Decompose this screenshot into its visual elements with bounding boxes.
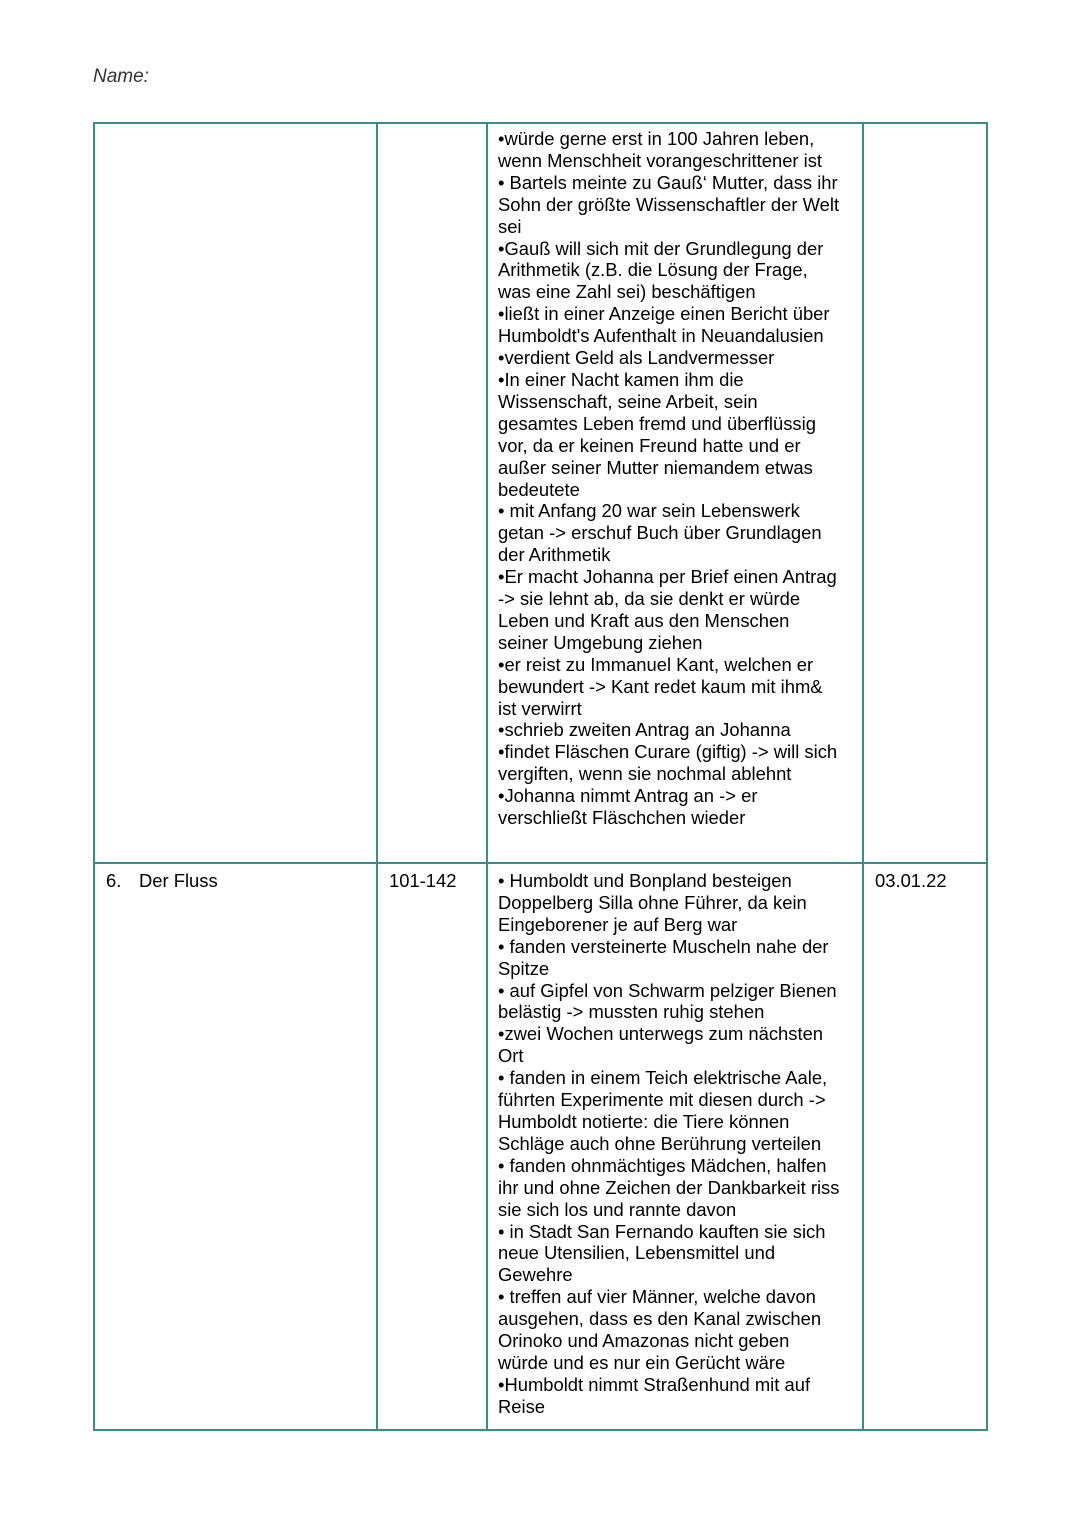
- note-line: wenn Menschheit vorangeschrittener ist: [498, 149, 823, 171]
- note-line: •Johanna nimmt Antrag an -> er: [498, 785, 758, 807]
- note-line: Humboldt's Aufenthalt in Neuandalusien: [498, 325, 824, 347]
- note-line: bewundert -> Kant redet kaum mit ihm&: [498, 675, 823, 697]
- note-line: führten Experimente mit diesen durch ->: [498, 1089, 826, 1111]
- note-line: Reise: [498, 1395, 546, 1417]
- note-line: • Bartels meinte zu Gauß‘ Mutter, dass ihr: [498, 171, 838, 193]
- note-line: der Arithmetik: [498, 544, 611, 566]
- page-range: 101-142: [389, 870, 457, 891]
- note-line: • Humboldt und Bonpland besteigen: [498, 870, 792, 891]
- note-line: •Humboldt nimmt Straßenhund mit auf: [498, 1373, 811, 1395]
- note-line: • treffen auf vier Männer, welche davon: [498, 1286, 816, 1308]
- note-line: •findet Fläschen Curare (giftig) -> will sich: [498, 741, 838, 763]
- pages-cell: [377, 863, 487, 1430]
- note-line: Eingeborener je auf Berg war: [498, 913, 738, 935]
- note-line: •verdient Geld als Landvermesser: [498, 347, 775, 369]
- note-line: Arithmetik (z.B. die Lösung der Frage,: [498, 259, 808, 281]
- notes-cell: [487, 863, 863, 1430]
- note-line: • fanden in einem Teich elektrische Aale,: [498, 1067, 828, 1089]
- note-line: • auf Gipfel von Schwarm pelziger Bienen: [498, 979, 837, 1001]
- note-line: Gewehre: [498, 1264, 573, 1286]
- note-line: •zwei Wochen unterwegs zum nächsten: [498, 1023, 824, 1045]
- name-label: Name:: [93, 66, 149, 87]
- note-line: vergiften, wenn sie nochmal ablehnt: [498, 763, 792, 785]
- note-line: Wissenschaft, seine Arbeit, sein: [498, 390, 758, 412]
- pages-cell: [377, 123, 487, 863]
- chapter-title: Der Fluss: [139, 870, 218, 891]
- note-line: Doppelberg Silla ohne Führer, da kein: [498, 891, 807, 913]
- note-line: •er reist zu Immanuel Kant, welchen er: [498, 653, 814, 675]
- note-line: Spitze: [498, 957, 550, 979]
- chapter-summary-table: [93, 122, 988, 1431]
- date-value: 03.01.22: [875, 870, 947, 891]
- note-line: Humboldt notierte: die Tiere können: [498, 1110, 790, 1132]
- note-line: bedeutete: [498, 478, 580, 500]
- note-line: sei: [498, 215, 522, 237]
- date-cell: [863, 863, 987, 1430]
- note-line: ausgehen, dass es den Kanal zwischen: [498, 1308, 822, 1330]
- note-line: • in Stadt San Fernando kauften sie sich: [498, 1220, 826, 1242]
- note-line: •Er macht Johanna per Brief einen Antrag: [498, 566, 837, 588]
- note-line: belästig -> mussten ruhig stehen: [498, 1001, 765, 1023]
- chapter-cell: [94, 863, 377, 1430]
- note-line: • fanden versteinerte Muscheln nahe der: [498, 935, 829, 957]
- note-line: gesamtes Leben fremd und überflüssig: [498, 412, 816, 434]
- table-row: [94, 123, 987, 863]
- note-line: neue Utensilien, Lebensmittel und: [498, 1242, 776, 1264]
- note-line: •schrieb zweiten Antrag an Johanna: [498, 719, 791, 741]
- table-row: [94, 863, 987, 1430]
- note-line: vor, da er keinen Freund hatte und er: [498, 434, 801, 456]
- note-line: seiner Umgebung ziehen: [498, 631, 703, 653]
- note-line: Schläge auch ohne Berührung verteilen: [498, 1132, 822, 1154]
- note-line: Orinoko und Amazonas nicht geben: [498, 1330, 790, 1352]
- note-line: ihr und ohne Zeichen der Dankbarkeit riss: [498, 1176, 840, 1198]
- notes-cell: [487, 123, 863, 863]
- note-line: Leben und Kraft aus den Menschen: [498, 609, 790, 631]
- note-line: • mit Anfang 20 war sein Lebenswerk: [498, 500, 800, 522]
- note-line: •Gauß will sich mit der Grundlegung der: [498, 237, 824, 259]
- note-line: was eine Zahl sei) beschäftigen: [498, 281, 756, 303]
- note-line: -> sie lehnt ab, da sie denkt er würde: [498, 588, 801, 610]
- note-line: würde und es nur ein Gerücht wäre: [498, 1351, 786, 1373]
- note-line: ist verwirrt: [498, 697, 582, 719]
- note-line: •In einer Nacht kamen ihm die: [498, 368, 744, 390]
- note-line: Sohn der größte Wissenschaftler der Welt: [498, 193, 840, 215]
- note-line: sie sich los und rannte davon: [498, 1198, 737, 1220]
- note-line: außer seiner Mutter niemandem etwas: [498, 456, 813, 478]
- chapter-number: 6.: [106, 870, 122, 891]
- note-line: • fanden ohnmächtiges Mädchen, halfen: [498, 1154, 827, 1176]
- note-line: Ort: [498, 1045, 524, 1067]
- chapter-cell: [94, 123, 377, 863]
- note-line: •ließt in einer Anzeige einen Bericht über: [498, 303, 830, 325]
- note-line: •würde gerne erst in 100 Jahren leben,: [498, 128, 815, 149]
- note-line: verschließt Fläschchen wieder: [498, 807, 746, 829]
- note-line: getan -> erschuf Buch über Grundlagen: [498, 522, 822, 544]
- date-cell: [863, 123, 987, 863]
